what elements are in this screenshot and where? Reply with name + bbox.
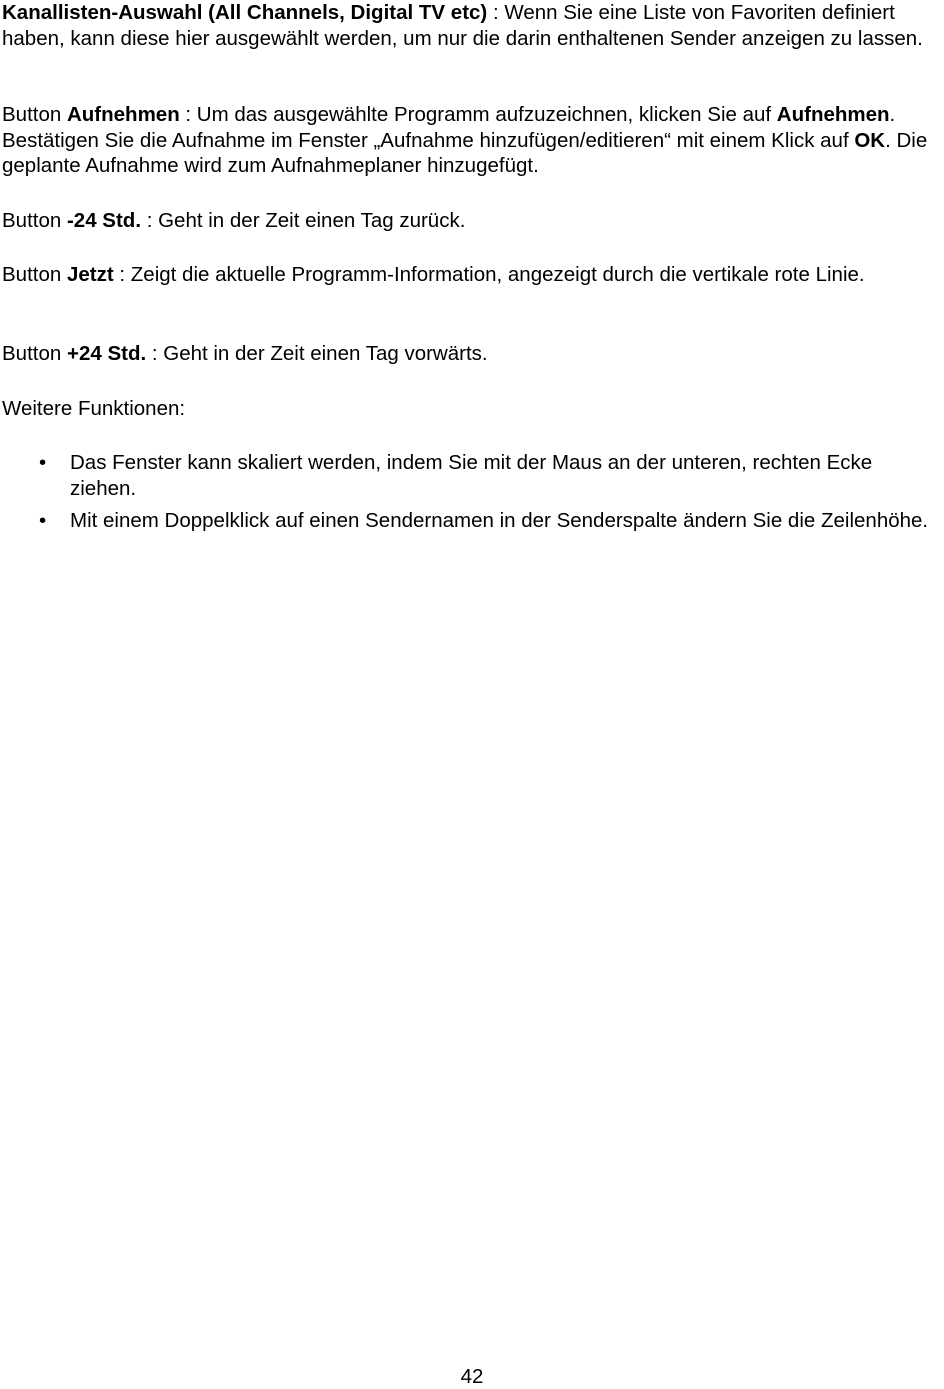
list-item (0, 450, 944, 501)
list-item-text: Mit einem Doppelklick auf einen Sendernamen in der Senderspalte ändern Sie die Zeilenhöhe. (70, 509, 929, 532)
button-prefix: Button (2, 103, 67, 126)
term-minus-24h: -24 Std. (66, 209, 142, 232)
paragraph-record-button (0, 102, 944, 179)
list-item-text: Das Fenster kann skaliert werden, indem Sie mit der Maus an der unteren, rechten Ecke ziehen. (70, 451, 873, 500)
paragraph-now-button (0, 262, 932, 288)
button-prefix: Button (2, 263, 67, 286)
description-plus-24h: : Geht in der Zeit einen Tag vorwärts. (146, 342, 488, 365)
page-number: 42 (460, 1365, 484, 1388)
term-plus-24h: +24 Std. (66, 342, 147, 365)
description-record-part3: . Die geplante Aufnahme wird zum Aufnahmeplaner hinzugefügt. (2, 128, 928, 177)
term-channel-list: Kanallisten-Auswahl (All Channels, Digital TV etc) (2, 1, 488, 24)
paragraph-minus-24h-button (0, 208, 942, 234)
button-prefix: Button (2, 342, 67, 365)
description-minus-24h: : Geht in der Zeit einen Tag zurück. (141, 209, 466, 232)
list-item (0, 508, 944, 534)
bullet-list (0, 450, 944, 534)
description-now: : Zeigt die aktuelle Programm-Information, angezeigt durch die vertikale rote Linie. (113, 263, 865, 286)
term-record-repeat: Aufnehmen (776, 103, 890, 126)
description-channel-list: : Wenn Sie eine Liste von Favoriten definiert haben, kann diese hier ausgewählt werden, um nur die darin enthaltenen Sender anzeigen zu lassen. (2, 1, 923, 50)
term-record: Aufnehmen (66, 103, 180, 126)
bullet-icon: • (39, 509, 47, 532)
further-functions-heading: Weitere Funktionen: (2, 397, 186, 420)
bullet-icon: • (39, 451, 47, 474)
description-record-part1: : Um das ausgewählte Programm aufzuzeichnen, klicken Sie auf (179, 103, 777, 126)
term-ok: OK (854, 128, 886, 152)
paragraph-plus-24h-button (0, 341, 942, 367)
term-now: Jetzt (66, 263, 114, 286)
paragraph-further-functions (0, 396, 942, 422)
button-prefix: Button (2, 209, 67, 232)
paragraph-channel-list (0, 0, 942, 51)
description-record-part2: . Bestätigen Sie die Aufnahme im Fenster „Aufnahme hinzufügen/editieren“ mit einem Klick auf (2, 103, 896, 152)
